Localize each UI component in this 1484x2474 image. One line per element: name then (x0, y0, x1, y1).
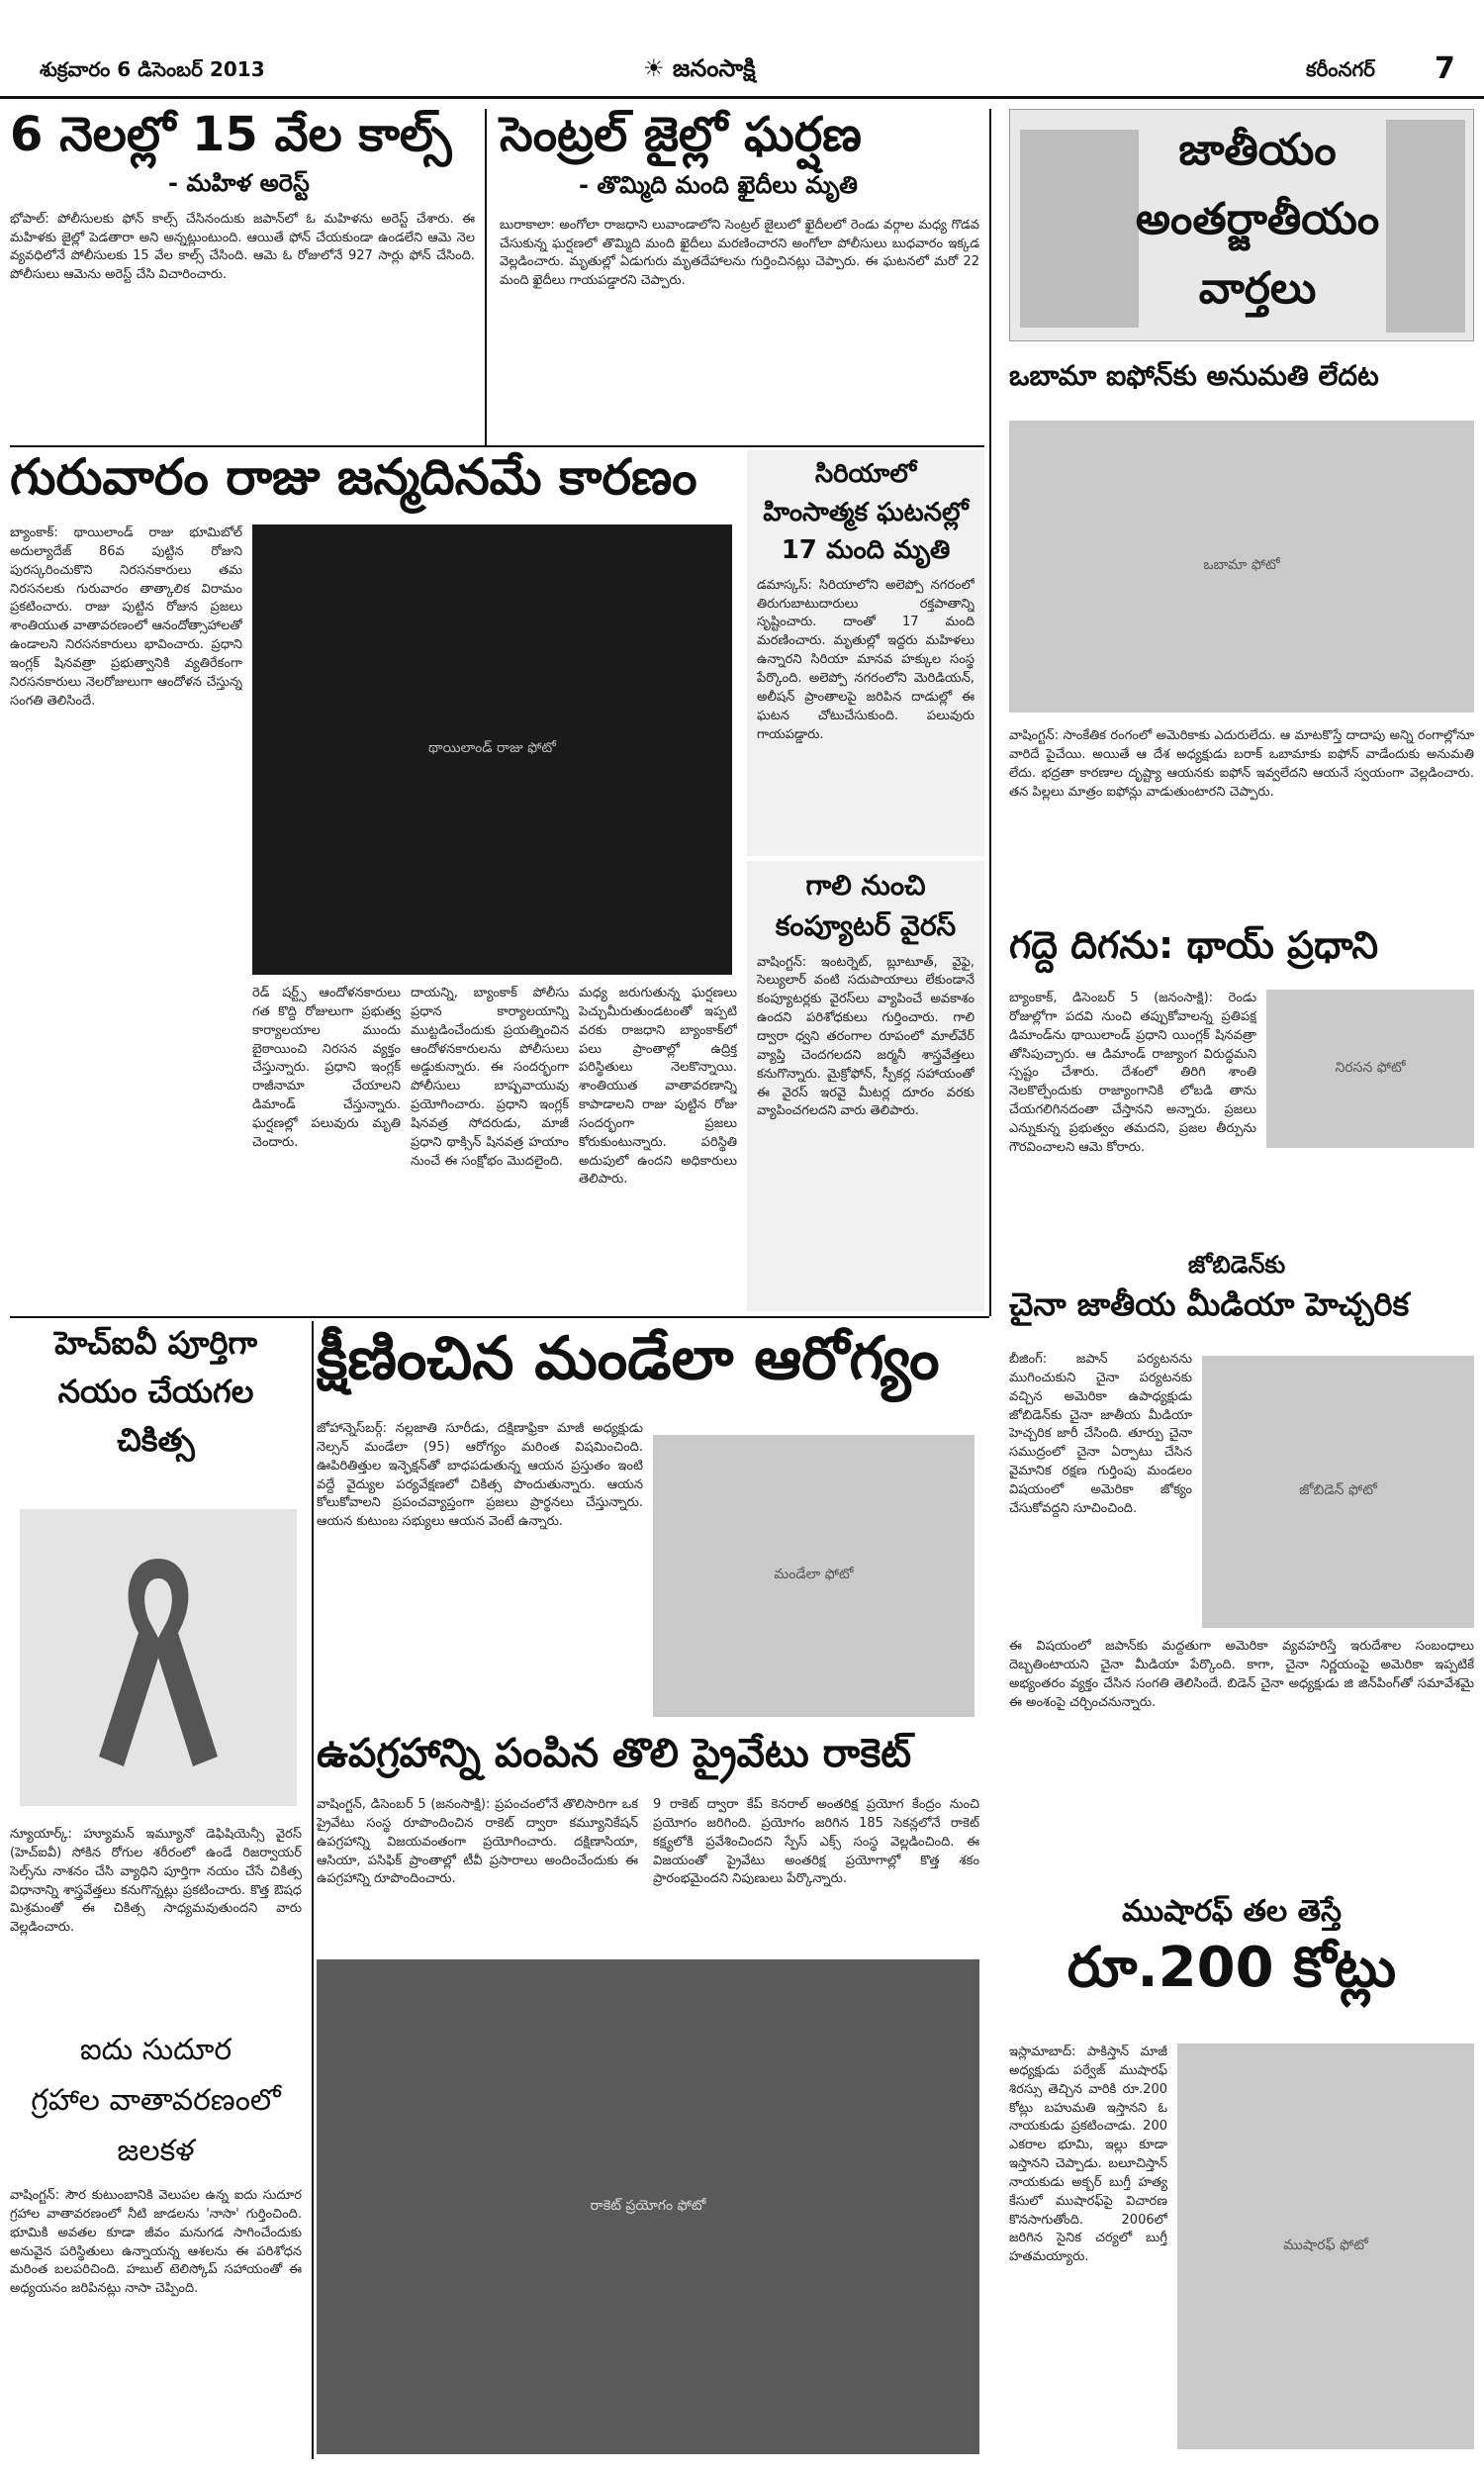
photo-caption: ముషారఫ్ ఫోటో (1283, 2236, 1368, 2253)
banner-line: వార్తలు (1198, 263, 1317, 314)
article-planets (10, 2034, 302, 2459)
article-headline: సిరియాలో (814, 459, 917, 489)
banner-line: అంతర్జాతీయం (1135, 194, 1380, 244)
article-body: ఇస్లామాబాద్: పాకిస్తాన్ మాజీ అధ్యక్షుడు పర్వేజ్ ముషారఫ్ శిరస్సు తెచ్చిన వారికి రూ.200 కోట్లు బహుమతి ఇస్తానని ఓ నాయకుడు ప్రకటించాడు. 200 ఎకరాల భూమి, ఇల్లు కూడా ఇస్తానని చెప్పాడు. బలూచిస్తాన్ నాయకుడు అక్బర్ బుగ్తీ హత్య కేసులో ముషారఫ్‌పై విచారణ కొనసాగుతోంది. 2006లో జరిగిన సైనిక చర్యలో బుగ్తీ హతమయ్యారు. (1009, 2045, 1167, 2265)
article-body: బురాకాలా: అంగోలా రాజధాని లువాండాలోని సెంట్రల్ జైలులో ఖైదీలలో రెండు వర్గాల మధ్య గొడవ చేసుకున్న ఘర్షణలో తొమ్మిది మంది ఖైదీలు మరణించారని అంగోలా పోలీసులు బుధవారం ఇక్కడ వెల్లడించారు. మృతుల్లో ఏడుగురు మృతదేహాలను గుర్తించినట్లు చెప్పారు. ఈ ఘటనలో మరో 22 మంది ఖైదీలు గాయపడ్డారని చెప్పారు. (500, 217, 979, 289)
article-body: వాషింగ్టన్: సౌర కుటుంబానికి వెలుపల ఉన్న ఐదు సుదూర గ్రహాల వాతావరణంలో నీటి జాడలను 'నాసా' గుర్తించింది. భూమికి అవతల కూడా జీవం మనుగడ సాగించేందుకు అనువైన పరిస్థితులు ఉన్నాయన్న ఆశలను ఈ పరిశోధన మరింత బలపరిచింది. హబుల్ టెలిస్కోప్ సహాయంతో ఈ అధ్యయనం జరిపినట్లు నాసా చెప్పింది. (10, 2188, 302, 2297)
sun-icon: ☀ (643, 54, 665, 82)
article-headline: రూ.200 కోట్లు (1067, 1936, 1397, 2000)
article-headline: నయం చేయగల (57, 1373, 254, 1411)
article-headline: ఒబామా ఐఫోన్‌కు అనుమతి లేదట (1009, 359, 1379, 392)
article-musharraf (989, 1895, 1474, 2459)
article-thai-pm (1009, 925, 1474, 1296)
article-headline: హింసాత్మక ఘటనల్లో (763, 497, 969, 527)
article-headline: 6 నెలల్లో 15 వేల కాల్స్ (10, 107, 452, 162)
article-body: వాషింగ్టన్: సాంకేతిక రంగంలో అమెరికాకు ఎదురులేదు. ఆ మాటకొస్తే దాదాపు అన్ని రంగాల్లోనూ వారిదే పైచేయి. అయితే ఆ దేశ అధ్యక్షుడు బరాక్ ఒబామాకు ఐఫోన్ వాడేందుకు అనుమతి లేదు. భద్రతా కారణాల దృష్ట్యా ఆయనకు ఐఫోన్ ఇవ్వలేదని ఆయనే స్వయంగా వెల్లడించారు. తన పిల్లలు మాత్రం ఐఫోన్లు వాడుతుంటారని చెప్పారు. (1009, 728, 1474, 800)
photo-caption: నిరసన ఫోటో (1335, 1059, 1406, 1076)
article-headline: కంప్యూటర్ వైరస్ (775, 908, 957, 942)
article-headline: చికిత్స (117, 1421, 195, 1460)
mandela-photo (653, 1435, 974, 1717)
horizontal-rule (10, 445, 984, 447)
article-biden (989, 1252, 1474, 1885)
photo-caption: థాయిలాండ్ రాజు ఫోటో (428, 740, 556, 756)
masthead (0, 0, 1484, 99)
article-subhead: - తొమ్మిది మంది ఖైదీలు మృతి (579, 170, 858, 199)
article-headline: ఉపగ్రహాన్ని పంపిన తొలి ప్రైవేటు రాకెట్ (317, 1731, 912, 1776)
column-divider (989, 109, 991, 1316)
article-body-column: దాయన్ని, బ్యాంకాక్ పోలీసు ప్రధాన కార్యాలయాన్ని ముట్టడించేందుకు ప్రయత్నించిన ఆందోళనకారులను పోలీసులు అడ్డుకున్నారు. ఈ సందర్భంగా పోలీసులు బాష్పవాయువు ప్రయోగించారు. ప్రధాని ఇంగ్లక్ షినవత్ర సోదరుడు, మాజీ ప్రధాని థాక్సిన్ షినవత్ర హయాం నుంచే ఈ సంక్షోభం మొదలైంది. (411, 986, 569, 1169)
article-hiv (10, 1326, 302, 1821)
article-body: ఈ విషయంలో జపాన్‌కు మద్దతుగా అమెరికా వ్యవహరిస్తే ఇరుదేశాల సంబంధాలు దెబ్బతింటాయని చైనా మీడియా పేర్కొంది. కాగా, చైనా నిర్ణయంపై అమెరికా ఇప్పటికే అభ్యంతరం వ్యక్తం చేసిన సంగతి తెలిసిందే. బిడెన్ చైనా అధ్యక్షుడు జి జిన్‌పింగ్‌తో సమావేశమై ఈ అంశంపై చర్చించనున్నారు. (1009, 1639, 1474, 1710)
article-headline: గురువారం రాజు జన్మదినమే కారణం (10, 448, 697, 506)
article-rocket (317, 1732, 979, 2459)
banner-line: జాతీయం (1178, 125, 1337, 175)
article-subhead: - మహిళ అరెస్ట్ (168, 168, 310, 197)
article-body-column: మధ్య జరుగుతున్న ఘర్షణలు పెచ్చుమీరుతుండటంతో ఇప్పటి వరకు రాజధాని బ్యాంకాక్‌లో పలు ప్రాంతాల్లో ఉద్రిక్త పరిస్థితులు నెలకొన్నాయి. శాంతియుత వాతావరణాన్ని కాపాడాలని రాజు పుట్టిన రోజు సందర్భంగా ప్రజలు కోరుకుంటున్నారు. పరిస్థితి అదుపులో ఉందని అధికారులు తెలిపారు. (579, 986, 737, 1188)
king-photo (252, 524, 732, 975)
article-syria (747, 450, 984, 856)
article-body: వాషింగ్టన్: ఇంటర్నెట్, బ్లూటూత్, వైఫై, సెల్యులార్ వంటి సదుపాయాలు లేకుండానే కంప్యూటర్లకు వైరస్‌లు వ్యాపించే అవకాశం ఉందని పరిశోధకులు గుర్తించారు. గాలి ద్వారా ధ్వని తరంగాల రూపంలో మాల్‌వేర్ వ్యాప్తి చెందగలదని జర్మనీ శాస్త్రవేత్తలు కనుగొన్నారు. మైక్రోఫోన్, స్పీకర్ల సహాయంతో ఈ వైరస్ ఇరవై మీటర్ల దూరం వరకు వ్యాపించగలదని వారు తెలిపారు. (757, 954, 974, 1119)
rocket-photo (317, 1959, 979, 2454)
article-body: డమాస్కస్: సిరియాలోని అలెప్పో నగరంలో తిరుగుబాటుదారులు రక్తపాతాన్ని సృష్టించారు. దాంతో 17 మంది మరణించారు. మృతుల్లో ఇద్దరు మహిళలు ఉన్నారని సిరియా మానవ హక్కుల సంస్థ పేర్కొంది. అలెప్పో నగరంలోని మెరిడియన్, అలీషన్ ప్రాంతాలపై జరిపిన దాడుల్లో ఈ ఘటన చోటుచేసుకుంది. పలువురు గాయపడ్డారు. (757, 577, 974, 742)
ribbon-icon (89, 1539, 228, 1776)
masthead-edition: కరీంనగర్ (1306, 57, 1375, 81)
photo-caption: ఒబామా ఫోటో (1203, 557, 1280, 573)
article-body: బ్యాంకాక్, డిసెంబర్ 5 (జనంసాక్షి): రెండు రోజుల్లోగా పదవి నుంచి తప్పుకోవాలన్న ప్రతిపక్ష డిమాండ్‌ను థాయిలాండ్ ప్రధాని యింగ్లక్ షినవత్రా తోసిపుచ్చారు. ఆ డిమాండ్ రాజ్యాంగ విరుద్ధమని స్పష్టం చేశారు. దేశంలో తిరిగి శాంతి నెలకొల్పేందుకు రాజ్యాంగానికి లోబడి తాను చేయగలిగినదంతా చేస్తానని అన్నారు. ప్రజలు ఎన్నుకున్న ప్రభుత్వం తమదని, ప్రజల తీర్పును గౌరవించాలని ఆమె కోరారు. (1009, 991, 1256, 1155)
biden-photo (1202, 1356, 1474, 1628)
column-divider (312, 1321, 314, 2459)
article-obama (1009, 361, 1474, 915)
column-divider (485, 109, 487, 445)
ribbon-photo (20, 1509, 297, 1806)
article-headline: సెంట్రల్ జైల్లో ఘర్షణ (500, 107, 862, 162)
article-body: న్యూయార్క్: హ్యూమన్ ఇమ్యూనో డెఫిషియెన్సీ వైరస్ (హెచ్ఐవీ) సోకిన రోగుల శరీరంలో ఉండే రిజర్వాయర్‌ సెల్స్‌ను నాశనం చేసి వ్యాధిని పూర్తిగా నయం చేసే చికిత్స విధానాన్ని శాస్త్రవేత్తలు కనుగొన్నట్లు ప్రకటించారు. కొత్త ఔషధ మిశ్రమంతో ఈ చికిత్స సాధ్యమవుతుందని వారు వెల్లడించారు. (10, 1827, 302, 1936)
article-headline: చైనా జాతీయ మీడియా హెచ్చరిక (1009, 1285, 1410, 1324)
intl-news-banner (1009, 109, 1474, 341)
article-headline: హెచ్ఐవీ పూర్తిగా (54, 1324, 257, 1362)
article-body: భోపాల్: పోలీసులకు ఫోన్ కాల్స్ చేసినందుకు జపాన్‌లో ఓ మహిళను అరెస్ట్ చేశారు. ఈ మహిళకు జైల్లో పెడతారా అని అన్నట్లుంటుంది. ఆయితే ఫోన్ చేయకుండా ఉండలేని ఆమె నెల వ్యవధిలోనే పోలీసులకు 15 వేల కాల్స్ చేసింది. ఆమె ఓ రోజులోనే 927 సార్లు ఫోన్ చేసింది. పోలీసులు ఆమెను అరెస్ట్ చేసి విచారించారు. (10, 211, 475, 283)
article-virus (747, 861, 984, 1311)
article-body: 9 రాకెట్ ద్వారా కేప్ కెనరాల్ అంతరిక్ష ప్రయోగ కేంద్రం నుంచి ప్రయోగం జరిగింది. ప్రయోగం జరిగిన 185 సెకన్లలోనే రాకెట్ కక్ష్యలోకి ప్రవేశించిందని స్పేస్ ఎక్స్ సంస్థ వెల్లడించింది. ఈ విజయంతో ప్రైవేటు అంతరిక్ష ప్రయోగాల్లో కొత్త శకం ప్రారంభమైందని నిపుణులు పేర్కొన్నారు. (653, 1797, 979, 1887)
protest-photo (1266, 990, 1474, 1148)
article-headline: ఐదు సుదూర (79, 2033, 232, 2067)
article-mandela (317, 1326, 979, 1722)
article-body: జోహాన్నెస్‌బర్గ్: నల్లజాతి సూరీడు, దక్షిణాఫ్రికా మాజీ అధ్యక్షుడు నెల్సన్ మండేలా (95) ఆరోగ్యం మరింత విషమించింది. ఊపిరితిత్తుల ఇన్ఫెక్షన్‌తో బాధపడుతున్న ఆయన ప్రస్తుతం ఇంటి వద్దే వైద్యుల పర్యవేక్షణలో చికిత్స పొందుతున్నారు. ఆయన కోలుకోవాలని ప్రపంచవ్యాప్తంగా ప్రజలు ప్రార్థనలు చేస్తున్నారు. ఆయన కుటుంబ సభ్యులు ఆయన వెంటే ఉన్నారు. (317, 1421, 643, 1530)
article-calls (10, 109, 475, 440)
article-headline: 17 మంది మృతి (781, 535, 951, 566)
obama-photo (1009, 421, 1474, 713)
article-body: వాషింగ్టన్, డిసెంబర్ 5 (జనంసాక్షి): ప్రపంచంలోనే తొలిసారిగా ఒక ప్రైవేటు సంస్థ రూపొందించిన రాకెట్ ద్వారా కమ్యూనికేషన్ ఉపగ్రహాన్ని విజయవంతంగా ప్రయోగించారు. దక్షిణాసియా, ఆసియా, పసిఫిక్ ప్రాంతాల్లో టీవీ ప్రసారాలు అందించేందుకు ఈ ఉపగ్రహాన్ని రూపొందించారు. (317, 1797, 638, 1887)
article-kicker: ముషారఫ్ తల తెస్తే (1121, 1894, 1343, 1929)
article-headline: గద్దె దిగను: థాయ్ ప్రధాని (1009, 923, 1379, 967)
article-body: బీజింగ్: జపాన్ పర్యటనను ముగించుకుని చైనా పర్యటనకు వచ్చిన అమెరికా ఉపాధ్యక్షుడు జోబిడెన్‌కు చైనా జాతీయ మీడియా హెచ్చరిక జారీ చేసింది. తూర్పు చైనా సముద్రంలో చైనా ఏర్పాటు చేసిన వైమానిక రక్షణ గుర్తింపు మండలం విషయంలో అమెరికా జోక్యం చేసుకోవద్దని సూచించింది. (1009, 1352, 1192, 1516)
article-kicker: జోబిడెన్‌కు (1187, 1251, 1286, 1279)
article-headline: గాలి నుంచి (805, 869, 926, 902)
photo-caption: రాకెట్ ప్రయోగం ఫోటో (590, 2197, 706, 2214)
article-body-column: రెడ్ షర్ట్స్ ఆందోళనకారులు గత కొద్ది రోజులుగా ప్రభుత్వ కార్యాలయాల ముందు బైఠాయించి నిరసన వ్యక్తం చేస్తున్నారు. ప్రధాని ఇంగ్లక్ రాజీనామా చేయాలని డిమాండ్ చేస్తున్నారు. ఘర్షణల్లో పలువురు మృతి చెందారు. (252, 986, 401, 1150)
photo-caption: జోబిడెన్ ఫోటో (1299, 1482, 1377, 1498)
masthead-date: శుక్రవారం 6 డిసెంబర్ 2013 (40, 57, 265, 81)
article-headline: క్షీణించిన మండేలా ఆరోగ్యం (317, 1324, 940, 1393)
paper-logo (643, 54, 756, 88)
banner-text (1109, 125, 1406, 325)
article-king (10, 450, 737, 1311)
article-jail (500, 109, 979, 440)
horizontal-rule (10, 1316, 989, 1318)
article-body: బ్యాంకాక్: థాయిలాండ్ రాజు భూమిబోల్ అదుల్యాదేజ్ 86వ పుట్టిన రోజుని పురస్కరించుకొని నిరసనకారులు తమ నిరసనలకు గురువారం తాత్కాలిక విరామం ప్రకటించారు. రాజు పుట్టిన రోజున ప్రజలు శాంతియుత వాతావరణంలో ఆనందోత్సాహాలతో ఉండాలని నిరసనకారులు భావించారు. ప్రధాని ఇంగ్లక్ షినవత్రా ప్రభుత్వానికి వ్యతిరేకంగా నిరసనకారులు నెలరోజులుగా ఆందోళన చేస్తున్న సంగతి తెలిసిందే. (10, 525, 242, 709)
musharraf-photo (1177, 2044, 1474, 2449)
page-number: 7 (1435, 51, 1455, 86)
paper-name: జనంసాక్షి (672, 54, 756, 82)
photo-caption: మండేలా ఫోటో (774, 1567, 854, 1582)
article-headline: జలకళ (117, 2134, 195, 2168)
article-headline: గ్రహాల వాతావరణంలో (31, 2083, 281, 2118)
